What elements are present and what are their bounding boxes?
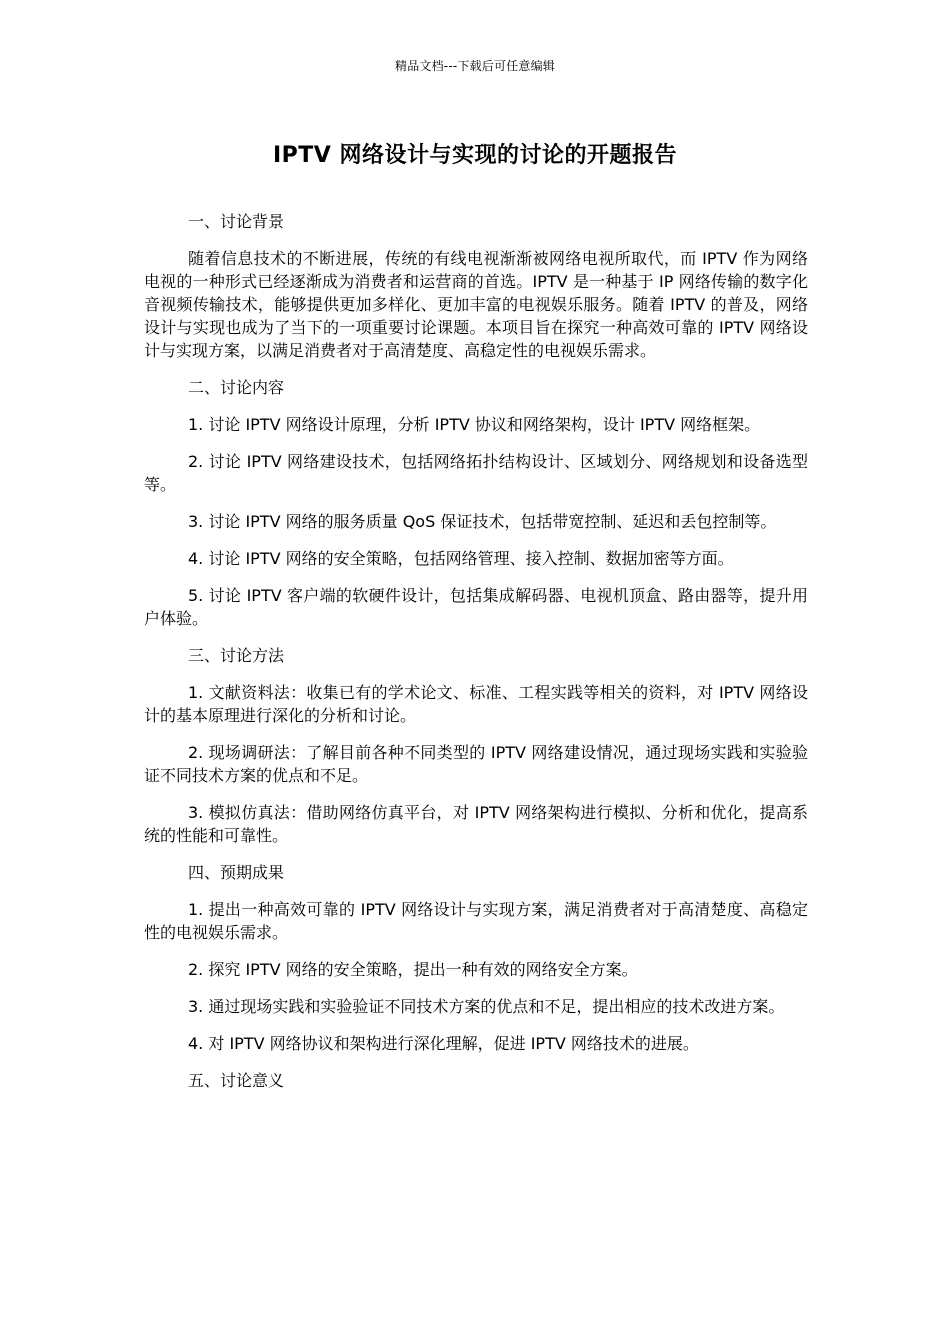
method-item: 2. 现场调研法：了解目前各种不同类型的 IPTV 网络建设情况，通过现场实践和实验验证不同技术方案的优点和不足。 <box>144 743 808 785</box>
document-body <box>144 210 808 1106</box>
content-item: 5. 讨论 IPTV 客户端的软硬件设计，包括集成解码器、电视机顶盒、路由器等，提升用户体验。 <box>144 586 808 628</box>
section-heading-method: 三、讨论方法 <box>188 646 285 665</box>
content-item: 4. 讨论 IPTV 网络的安全策略，包括网络管理、接入控制、数据加密等方面。 <box>188 549 734 568</box>
section-heading-content: 二、讨论内容 <box>188 378 285 397</box>
results-item: 3. 通过现场实践和实验验证不同技术方案的优点和不足，提出相应的技术改进方案。 <box>188 997 785 1016</box>
section-heading-significance: 五、讨论意义 <box>188 1071 285 1090</box>
section-heading-background: 一、讨论背景 <box>188 212 285 231</box>
results-item: 1. 提出一种高效可靠的 IPTV 网络设计与实现方案，满足消费者对于高清楚度、高稳定性的电视娱乐需求。 <box>144 900 808 942</box>
page-header: 精品文档---下载后可任意编辑 <box>395 59 555 73</box>
content-item: 3. 讨论 IPTV 网络的服务质量 QoS 保证技术，包括带宽控制、延迟和丢包控制等。 <box>188 512 777 531</box>
background-paragraph: 随着信息技术的不断进展，传统的有线电视渐渐被网络电视所取代，而 IPTV 作为网络电视的一种形式已经逐渐成为消费者和运营商的首选。IPTV 是一种基于 IP 网络传输的数字化音视频传输技术，能够提供更加多样化、更加丰富的电视娱乐服务。随着 IPTV 的普及，网络设计与实现也成为了当下的一项重要讨论课题。本项目旨在探究一种高效可靠的 IPTV 网络设计与实现方案，以满足消费者对于高清楚度、高稳定性的电视娱乐需求。 <box>144 249 808 360</box>
content-item: 1. 讨论 IPTV 网络设计原理，分析 IPTV 协议和网络架构，设计 IPTV 网络框架。 <box>188 415 761 434</box>
results-item: 4. 对 IPTV 网络协议和架构进行深化理解，促进 IPTV 网络技术的进展。 <box>188 1034 699 1053</box>
document-title: IPTV 网络设计与实现的讨论的开题报告 <box>272 143 677 168</box>
results-item: 2. 探究 IPTV 网络的安全策略，提出一种有效的网络安全方案。 <box>188 960 638 979</box>
method-item: 3. 模拟仿真法：借助网络仿真平台，对 IPTV 网络架构进行模拟、分析和优化，提高系统的性能和可靠性。 <box>144 803 808 845</box>
content-item: 2. 讨论 IPTV 网络建设技术，包括网络拓扑结构设计、区域划分、网络规划和设备选型等。 <box>144 452 808 494</box>
method-item: 1. 文献资料法：收集已有的学术论文、标准、工程实践等相关的资料，对 IPTV 网络设计的基本原理进行深化的分析和讨论。 <box>144 683 808 725</box>
section-heading-results: 四、预期成果 <box>188 863 285 882</box>
